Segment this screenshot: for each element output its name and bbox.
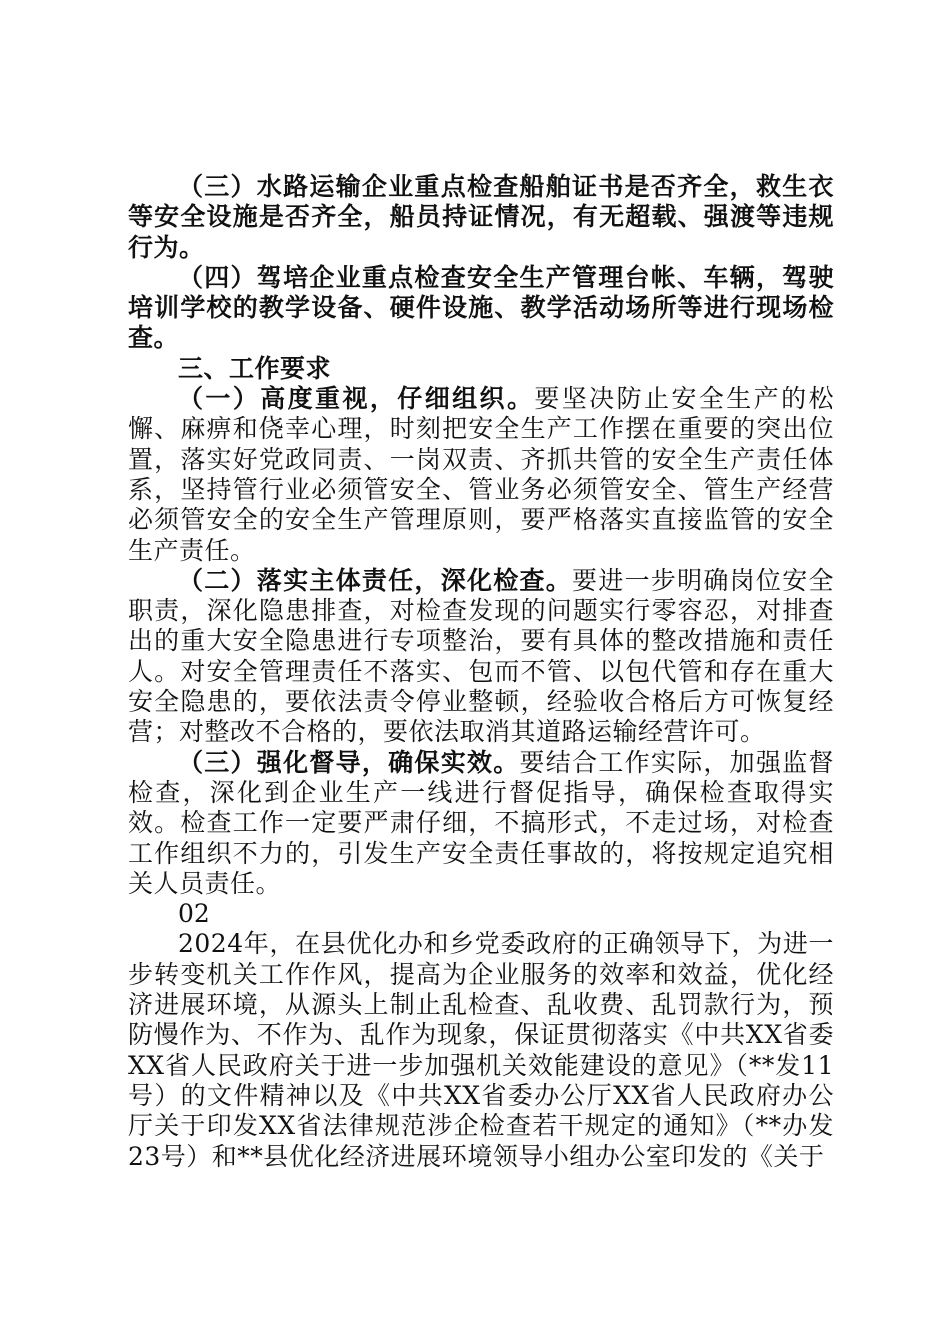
paragraph-text: （三）水路运输企业重点检查船舶证书是否齐全，救生衣等安全设施是否齐全，船员持证情况，有无超载、强渡等违规行为。 <box>128 172 834 262</box>
paragraph-requirement-2 <box>128 566 834 748</box>
document-body <box>128 172 834 1172</box>
paragraph-requirement-3 <box>128 748 834 899</box>
section-number-text: 02 <box>178 899 210 929</box>
paragraph-driving-school-inspection <box>128 263 834 354</box>
paragraph-2024-summary <box>128 929 834 1171</box>
paragraph-lead: （三）强化督导，确保实效。 <box>178 747 520 777</box>
paragraph-waterway-inspection <box>128 172 834 263</box>
heading-text: 三、工作要求 <box>178 353 332 383</box>
paragraph-requirement-1 <box>128 384 834 566</box>
section-number <box>128 899 834 929</box>
paragraph-lead: （二）落实主体责任，深化检查。 <box>178 565 573 595</box>
paragraph-text: 要结合工作实际，加强监督检查，深化到企业生产一线进行督促指导，确保检查取得实效。检查工作一定要严肃仔细，不搞形式，不走过场，对检查工作组织不力的，引发生产安全责任事故的，将按规定追究相关人员责任。 <box>128 747 834 898</box>
paragraph-text: 要进一步明确岗位安全职责，深化隐患排查，对检查发现的问题实行零容忍，对排查出的重大安全隐患进行专项整治，要有具体的整改措施和责任人。对安全管理责任不落实、包而不管、以包代管和存在重大安全隐患的，要依法责令停业整顿，经验收合格后方可恢复经营；对整改不合格的，要依法取消其道路运输经营许可。 <box>128 565 834 747</box>
paragraph-text: 2024年，在县优化办和乡党委政府的正确领导下，为进一步转变机关工作作风，提高为企业服务的效率和效益，优化经济进展环境，从源头上制止乱检查、乱收费、乱罚款行为，预防慢作为、不作为、乱作为现象，保证贯彻落实《中共XX省委XX省人民政府关于进一步加强机关效能建设的意见》（**发11号）的文件精神以及《中共XX省委办公厅XX省人民政府办公厅关于印发XX省法律规范涉企检查若干规定的通知》（**办发23号）和**县优化经济进展环境领导小组办公室印发的《关于 <box>128 929 834 1171</box>
paragraph-text: （四）驾培企业重点检查安全生产管理台帐、车辆，驾驶培训学校的教学设备、硬件设施、教学活动场所等进行现场检查。 <box>128 262 834 353</box>
paragraph-lead: （一）高度重视，仔细组织。 <box>178 384 535 414</box>
paragraph-text: 要坚决防止安全生产的松懈、麻痹和侥幸心理，时刻把安全生产工作摆在重要的突出位置，落实好党政同责、一岗双责、齐抓共管的安全生产责任体系，坚持管行业必须管安全、管业务必须管安全、管生产经营必须管安全的安全生产管理原则，要严格落实直接监管的安全生产责任。 <box>128 384 834 565</box>
section-heading-work-requirements <box>128 354 834 384</box>
